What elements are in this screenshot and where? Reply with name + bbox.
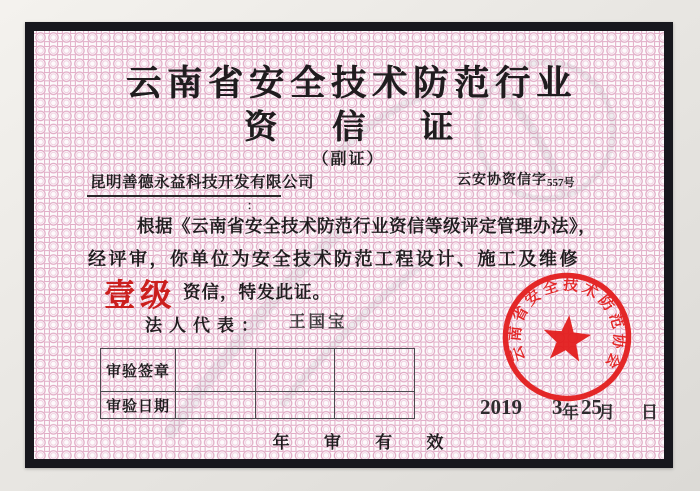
body-text-line2: 经评审，你单位为安全技术防范工程设计、施工及维修 xyxy=(88,249,580,269)
audit-seal-cell-1 xyxy=(176,349,256,392)
grade-suffix-text: 资信，特发此证。 xyxy=(183,282,331,302)
certificate-title-line2: 资信证 xyxy=(244,110,508,146)
star-icon xyxy=(541,313,593,363)
audit-table xyxy=(100,348,415,419)
certificate-number xyxy=(457,169,575,189)
audit-date-cell-1 xyxy=(176,392,256,419)
issue-date-month-label: 月 xyxy=(598,403,615,422)
audit-seal-label: 审验签章 xyxy=(101,349,176,392)
audit-seal-cell-2 xyxy=(255,349,335,392)
certificate-subtitle: （副证） xyxy=(312,151,385,168)
certificate-number-value: 557号 xyxy=(547,177,575,189)
issue-date-day: 25 xyxy=(581,395,602,419)
audit-date-cell-3 xyxy=(335,392,415,419)
issue-date-year-label: 年 xyxy=(562,403,579,422)
issue-date-year: 2019 xyxy=(480,395,522,419)
audit-date-label: 审验日期 xyxy=(101,392,176,419)
issue-date-day-label: 日 xyxy=(641,403,658,422)
audit-table-row-seal xyxy=(101,349,415,392)
audit-table-row-date xyxy=(101,392,415,419)
legal-representative-name: 王国宝 xyxy=(289,312,348,331)
annual-review-note: 年 审 有 效 xyxy=(272,433,459,452)
certificate-title-line1: 云南省安全技术防范行业 xyxy=(125,64,577,103)
company-name: 昆明善德永益科技开发有限公司 xyxy=(90,174,315,191)
legal-representative-label: 法人代表： xyxy=(145,316,265,335)
body-text-line1: 根据《云南省安全技术防范行业资信等级评定管理办法》， xyxy=(137,216,597,236)
audit-date-cell-2 xyxy=(255,392,335,419)
official-seal xyxy=(497,267,637,407)
grade-level: 壹级 xyxy=(104,278,176,313)
company-colon: ： xyxy=(247,200,258,212)
seal-text: 云南省安全技术防范协会 xyxy=(507,277,627,374)
issue-date-month: 3 xyxy=(552,395,563,419)
audit-seal-cell-3 xyxy=(335,349,415,392)
certificate-number-prefix: 云安协资信字 xyxy=(457,173,547,188)
